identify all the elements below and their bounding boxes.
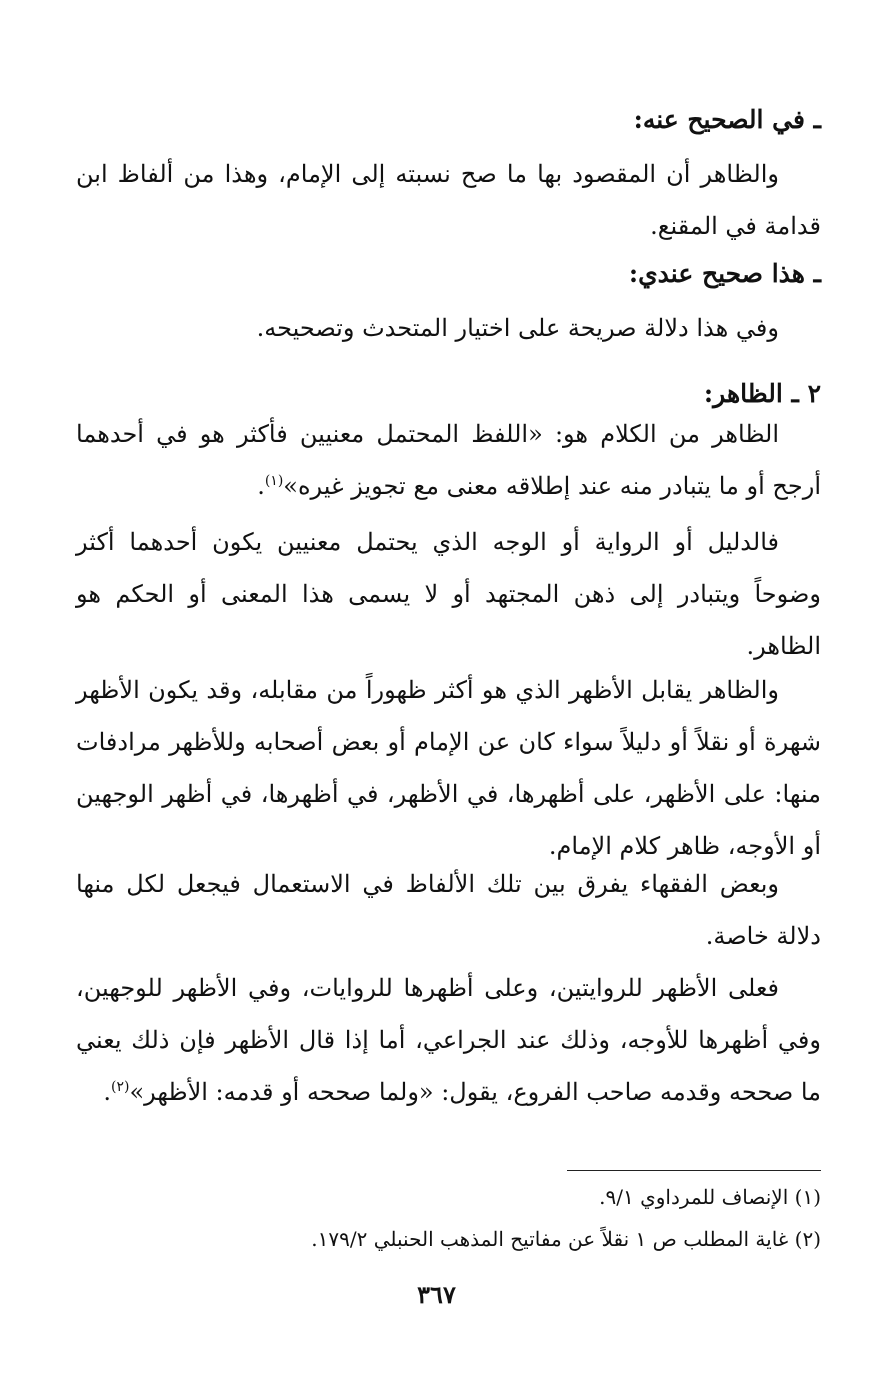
- paragraph-6: وبعض الفقهاء يفرق بين تلك الألفاظ في الاستعمال فيجعل لكل منها دلالة خاصة.: [76, 870, 821, 950]
- paragraph-4: فالدليل أو الرواية أو الوجه الذي يحتمل معنيين يكون أحدهما أكثر وضوحاً ويتبادر إلى ذهن المجتهد أو لا يسمى هذا المعنى أو الحكم هو الظاهر.: [76, 528, 821, 660]
- footnote-divider: [567, 1170, 821, 1171]
- paragraph-7: [76, 962, 821, 1118]
- paragraph-2: وفي هذا دلالة صريحة على اختيار المتحدث وتصحيحه.: [256, 314, 779, 342]
- paragraph-7-end: .: [103, 1078, 112, 1106]
- paragraph-5: والظاهر يقابل الأظهر الذي هو أكثر ظهوراً من مقابله، وقد يكون الأظهر شهرة أو نقلاً أو دليلاً سواء كان عن الإمام أو بعض أصحابه وللأظهر مرادفات منها: على الأظهر، على أظهرها، في الأظهر، في أظهرها، في أظهر الوجهين أو الأوجه، ظاهر كلام الإمام.: [76, 676, 821, 860]
- footnote-1: (١) الإنصاف للمرداوي ٩/١.: [599, 1185, 821, 1209]
- paragraph-1: والظاهر أن المقصود بها ما صح نسبته إلى الإمام، وهذا من ألفاظ ابن قدامة في المقنع.: [76, 160, 821, 240]
- footnote-2: (٢) غاية المطلب ص ١ نقلاً عن مفاتيح المذهب الحنبلي ١٧٩/٢.: [311, 1227, 821, 1251]
- paragraph-7-text: فعلى الأظهر للروايتين، وعلى أظهرها للروايات، وفي الأظهر للوجهين، وفي أظهرها للأوجه، وذلك عند الجراعي، أما إذا قال الأظهر فإن ذلك يعني ما صححه وقدمه صاحب الفروع، يقول: «ولما صححه أو قدمه: الأظهر»: [76, 974, 821, 1106]
- heading-al-zahir: ٢ ـ الظاهر:: [703, 379, 821, 408]
- paragraph-3-text: الظاهر من الكلام هو: «اللفظ المحتمل معنيين فأكثر هو في أحدهما أرجح أو ما يتبادر منه عند إطلاقه معنى مع تجويز غيره»: [76, 420, 821, 500]
- heading-sahih-anhu: ـ في الصحيح عنه:: [633, 105, 821, 134]
- paragraph-3: [76, 408, 821, 512]
- page-number: ٣٦٧: [417, 1280, 456, 1309]
- heading-hadha-sahih: ـ هذا صحيح عندي:: [628, 259, 821, 288]
- footnote-ref-2: (٢): [111, 1079, 130, 1095]
- paragraph-3-end: .: [257, 472, 265, 500]
- footnote-ref-1: (١): [264, 473, 284, 489]
